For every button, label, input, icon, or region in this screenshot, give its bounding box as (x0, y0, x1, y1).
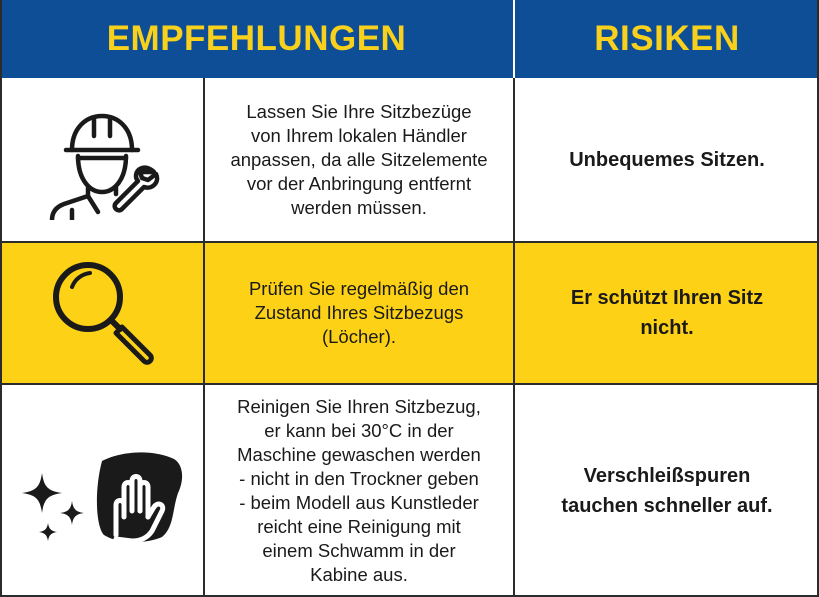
cleaning-hand-sparkles-icon (12, 431, 192, 551)
risk-text: Verschleißspuren tauchen schneller auf. (561, 464, 773, 517)
header-recommendations: EMPFEHLUNGEN (0, 0, 513, 78)
table-row-cleaning (0, 384, 819, 597)
risk-text: Unbequemes Sitzen. (569, 149, 765, 171)
recommendation-text: Prüfen Sie regelmäßig den Zustand Ihres Sitzbezugs (Löcher). (248, 278, 470, 347)
icon-cell (0, 78, 203, 242)
column-divider (203, 78, 205, 597)
recommendation-text: Lassen Sie Ihre Sitzbezüge von Ihrem lokalen Händler anpassen, da alle Sitzelemente vor der Anbringung entfernt werden müssen. (230, 101, 488, 218)
recommendation-text: Reinigen Sie Ihren Sitzbezug, er kann bei 30°C in der Maschine gewaschen werden - nicht in den Trockner geben - beim Modell aus Kunstleder reicht eine Reinigung mit einem Schwamm in der Kabine aus. (237, 395, 481, 585)
row-divider (0, 241, 819, 243)
icon-cell (0, 242, 203, 384)
header-risks: RISIKEN (515, 0, 819, 78)
table-row-installation (0, 78, 819, 242)
mechanic-wrench-icon (42, 100, 162, 220)
icon-cell (0, 384, 203, 597)
row-divider (0, 383, 819, 385)
table-border-left (0, 0, 2, 597)
risk-text: Er schützt Ihren Sitz nicht. (570, 287, 764, 339)
table-row-inspection (0, 242, 819, 384)
magnifier-icon (42, 253, 162, 373)
column-divider (513, 78, 515, 597)
